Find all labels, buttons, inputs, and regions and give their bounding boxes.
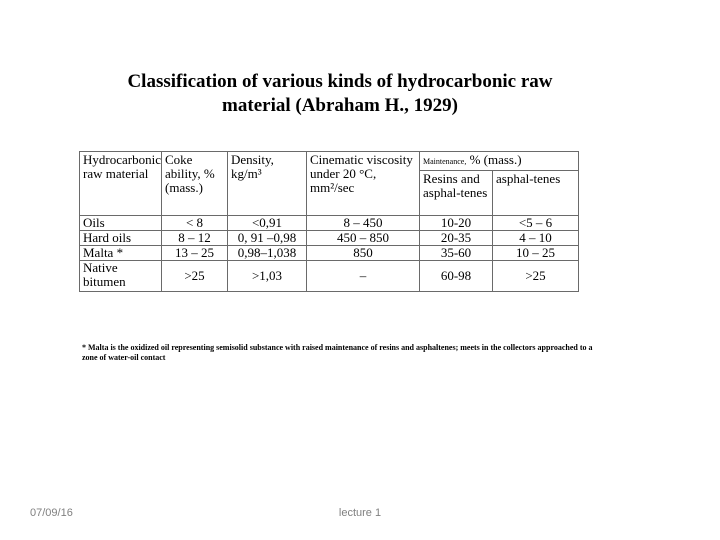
cell-coke: 13 – 25 bbox=[162, 246, 228, 261]
cell-coke: 8 – 12 bbox=[162, 231, 228, 246]
cell-density: <0,91 bbox=[228, 216, 307, 231]
cell-material: Malta * bbox=[80, 246, 162, 261]
slide-title bbox=[60, 70, 620, 118]
table-row bbox=[80, 231, 579, 246]
cell-coke: < 8 bbox=[162, 216, 228, 231]
cell-asphaltenes: >25 bbox=[493, 261, 579, 292]
header-coke-ability: Coke ability, % (mass.) bbox=[162, 152, 228, 216]
classification-table bbox=[79, 151, 579, 292]
cell-density: 0, 91 –0,98 bbox=[228, 231, 307, 246]
header-maintenance-small: Maintenance, bbox=[423, 157, 467, 166]
header-viscosity: Cinematic viscosity under 20 °C, mm²/sec bbox=[307, 152, 420, 216]
cell-asphaltenes: <5 – 6 bbox=[493, 216, 579, 231]
cell-asphaltenes: 4 – 10 bbox=[493, 231, 579, 246]
footnote: * Malta is the oxidized oil representing semisolid substance with raised maintenance of resins and asphaltenes; meets in the collectors approached to a zone of water-oil contact bbox=[82, 343, 593, 362]
header-maintenance bbox=[420, 152, 579, 171]
cell-viscosity: – bbox=[307, 261, 420, 292]
cell-resins: 20-35 bbox=[420, 231, 493, 246]
cell-resins: 10-20 bbox=[420, 216, 493, 231]
footer-date: 07/09/16 bbox=[30, 507, 73, 519]
header-material: Hydrocarbonic raw material bbox=[80, 152, 162, 216]
cell-viscosity: 850 bbox=[307, 246, 420, 261]
cell-material: Native bitumen bbox=[80, 261, 162, 292]
table-row bbox=[80, 261, 579, 292]
cell-material: Hard oils bbox=[80, 231, 162, 246]
header-resins: Resins and asphal-tenes bbox=[420, 171, 493, 216]
cell-viscosity: 8 – 450 bbox=[307, 216, 420, 231]
cell-density: 0,98–1,038 bbox=[228, 246, 307, 261]
header-density: Density, kg/m³ bbox=[228, 152, 307, 216]
table-row bbox=[80, 216, 579, 231]
cell-resins: 35-60 bbox=[420, 246, 493, 261]
header-maintenance-unit: % (mass.) bbox=[469, 152, 522, 167]
table-row bbox=[80, 246, 579, 261]
cell-viscosity: 450 – 850 bbox=[307, 231, 420, 246]
cell-coke: >25 bbox=[162, 261, 228, 292]
header-asphaltenes: asphal-tenes bbox=[493, 171, 579, 216]
cell-material: Oils bbox=[80, 216, 162, 231]
title-line-1: Classification of various kinds of hydrocarbonic raw bbox=[127, 71, 553, 92]
footer-lecture: lecture 1 bbox=[338, 507, 382, 519]
cell-resins: 60-98 bbox=[420, 261, 493, 292]
cell-asphaltenes: 10 – 25 bbox=[493, 246, 579, 261]
cell-density: >1,03 bbox=[228, 261, 307, 292]
title-line-2: material (Abraham H., 1929) bbox=[222, 95, 458, 116]
